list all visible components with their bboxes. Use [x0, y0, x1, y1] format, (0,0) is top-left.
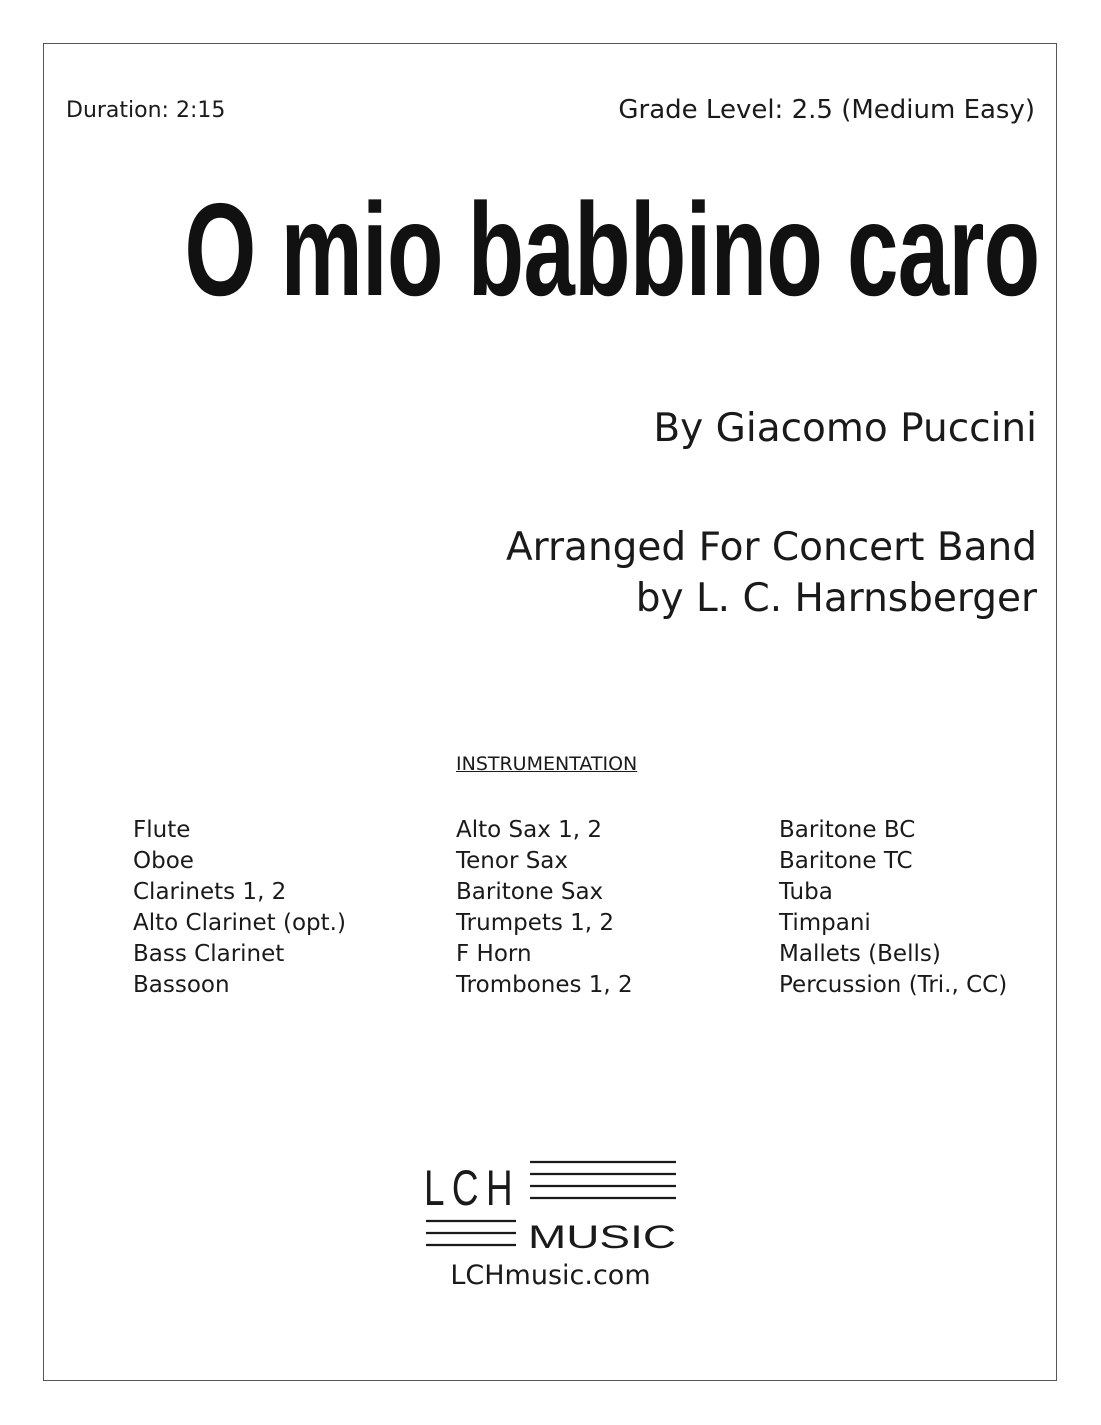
lch-music-logo [424, 1158, 680, 1254]
instrument-item: Baritone Sax [456, 879, 604, 905]
instrument-item: F Horn [456, 941, 532, 967]
logo-main-text: LCH [424, 1160, 520, 1216]
instrument-item: Clarinets 1, 2 [133, 879, 287, 905]
arrangement-line-2: by L. C. Harnsberger [635, 576, 1037, 621]
duration-label: Duration: 2:15 [66, 98, 226, 123]
instrument-item: Tuba [779, 879, 833, 905]
instrument-item: Bass Clarinet [133, 941, 285, 967]
instrument-item: Mallets (Bells) [779, 941, 941, 967]
instrument-item: Baritone TC [779, 848, 913, 874]
instrument-item: Flute [133, 817, 191, 843]
instrument-column-3 [779, 815, 1007, 1001]
instrumentation-heading: INSTRUMENTATION [456, 753, 638, 775]
website-url: LCHmusic.com [450, 1260, 651, 1291]
instrument-item: Percussion (Tri., CC) [779, 972, 1008, 998]
instrument-item: Oboe [133, 848, 194, 874]
instrument-item: Tenor Sax [456, 848, 569, 874]
piece-title: O mio babbino caro [183, 176, 1039, 323]
instrument-column-1 [133, 815, 346, 1001]
grade-level-label: Grade Level: 2.5 (Medium Easy) [618, 95, 1035, 125]
instrument-item: Alto Clarinet (opt.) [133, 910, 346, 936]
instrument-item: Trombones 1, 2 [456, 972, 633, 998]
instrument-item: Trumpets 1, 2 [456, 910, 615, 936]
logo-lines-bottom [426, 1221, 516, 1245]
logo-sub-text: MUSIC [528, 1219, 676, 1254]
arrangement-credit [506, 522, 1037, 624]
arrangement-line-1: Arranged For Concert Band [505, 525, 1037, 570]
instrument-item: Baritone BC [779, 817, 916, 843]
composer-credit: By Giacomo Puccini [653, 406, 1037, 451]
instrument-item: Timpani [779, 910, 871, 936]
logo-lines-top [530, 1162, 676, 1198]
instrument-item: Bassoon [133, 972, 230, 998]
instrument-column-2 [456, 815, 633, 1001]
instrument-item: Alto Sax 1, 2 [456, 817, 603, 843]
